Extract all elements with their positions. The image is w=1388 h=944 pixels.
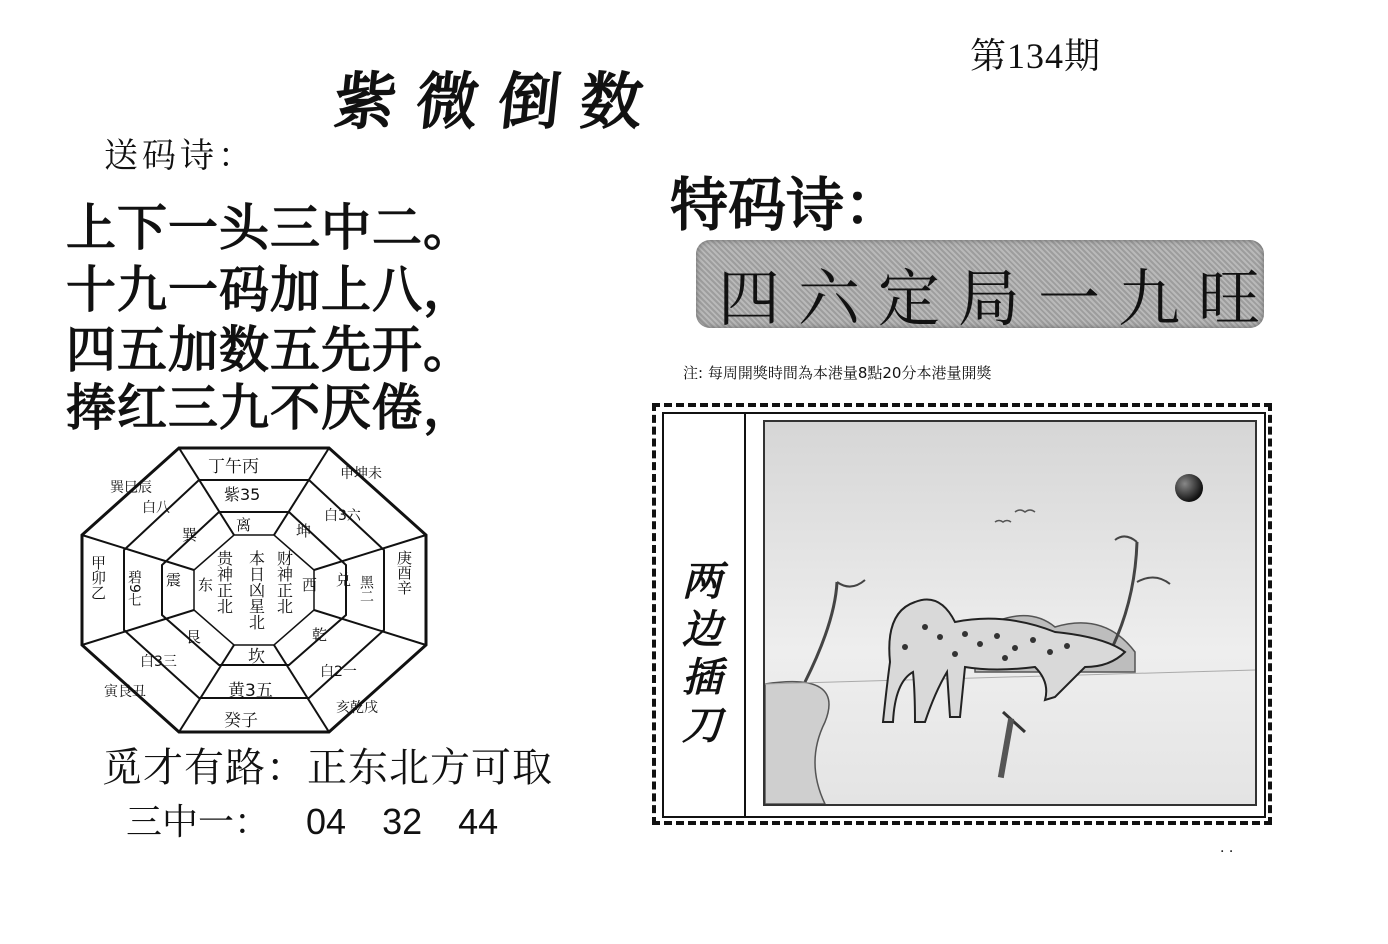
special-poem-label: 特码诗： [670, 171, 903, 239]
draw-time-note: 注: 每周開獎時間為本港量8點20分本港量開獎 [683, 364, 992, 382]
bagua-outer-bottom: 癸子 [224, 711, 258, 731]
bagua-outer-topleft: 巽巳辰 [110, 480, 152, 496]
stray-mark: · · [1220, 844, 1234, 860]
bagua-mid-left: 碧9七 [126, 570, 142, 607]
knife [998, 718, 1014, 778]
bagua-inner-left: 东 [198, 576, 214, 594]
bagua-outer-topright: 申坤未 [340, 466, 382, 482]
bagua-outer-top: 丁午丙 [208, 457, 259, 477]
three-label: 三中一： [126, 802, 271, 843]
number-1: 04 [306, 801, 347, 842]
bagua-inner-bottomright: 乾 [312, 626, 328, 644]
bagua-diagram [74, 440, 434, 740]
side-char-2: 边 [682, 606, 722, 653]
special-poem-text: 四六定局一九旺 [718, 262, 1279, 335]
bagua-inner-topleft: 巽 [182, 526, 198, 544]
three-number-line [126, 794, 498, 845]
bagua-mid-bottom: 黄3五 [228, 681, 273, 701]
poem-line-2: 十九一码加上八， [66, 261, 474, 319]
bagua-inner-bottomleft: 艮 [186, 628, 202, 646]
bagua-outer-bottomright: 亥乾戌 [336, 700, 378, 716]
bagua-mid-bottomleft: 白3三 [140, 654, 177, 670]
bagua-mid-top: 紫35 [224, 485, 261, 504]
bagua-mid-topleft: 白八 [142, 500, 170, 516]
bagua-inner-leftmid: 震 [166, 571, 182, 589]
bagua-outer-bottomleft: 寅艮丑 [104, 684, 146, 700]
bagua-center-mid: 本日凶星北 [246, 550, 266, 630]
issue-number: 第134期 [970, 36, 1102, 76]
leopard-scene [765, 422, 1255, 804]
bagua-inner-bottom: 坎 [248, 647, 265, 667]
bagua-mid-bottomright: 白2一 [320, 664, 357, 680]
bagua-center-left: 贵神正北 [214, 550, 234, 614]
leopard-illustration [763, 420, 1257, 806]
branch-left [805, 582, 837, 682]
side-char-4: 刀 [682, 702, 722, 749]
sun-ball [1175, 474, 1203, 502]
leopard [883, 600, 1125, 723]
side-char-3: 插 [682, 654, 722, 701]
bagua-outer-right: 庚酉辛 [395, 550, 413, 595]
bagua-inner-top: 离 [236, 516, 252, 534]
bagua-inner-rightmid: 兑 [336, 571, 352, 589]
poem-line-3: 四五加数五先开。 [66, 321, 474, 379]
poem-label: 送码诗： [104, 136, 256, 176]
side-char-1: 两 [682, 558, 722, 605]
poem-line-4: 捧红三九不厌倦， [66, 379, 474, 437]
bagua-outer-left: 甲卯乙 [89, 555, 107, 600]
number-2: 32 [382, 801, 423, 842]
rock-ledge [765, 682, 829, 804]
poem-line-1: 上下一头三中二。 [66, 199, 474, 257]
bagua-inner-topright: 坤 [296, 522, 312, 540]
bagua-center-right: 财神正北 [274, 550, 294, 614]
bagua-mid-topright: 白3六 [324, 508, 361, 524]
page-title: 紫微倒数 [330, 65, 667, 138]
direction-hint: 觅才有路：正东北方可取 [102, 745, 553, 791]
bagua-inner-right: 西 [302, 576, 318, 594]
bagua-mid-right: 黑二 [358, 575, 374, 603]
number-3: 44 [458, 801, 499, 842]
